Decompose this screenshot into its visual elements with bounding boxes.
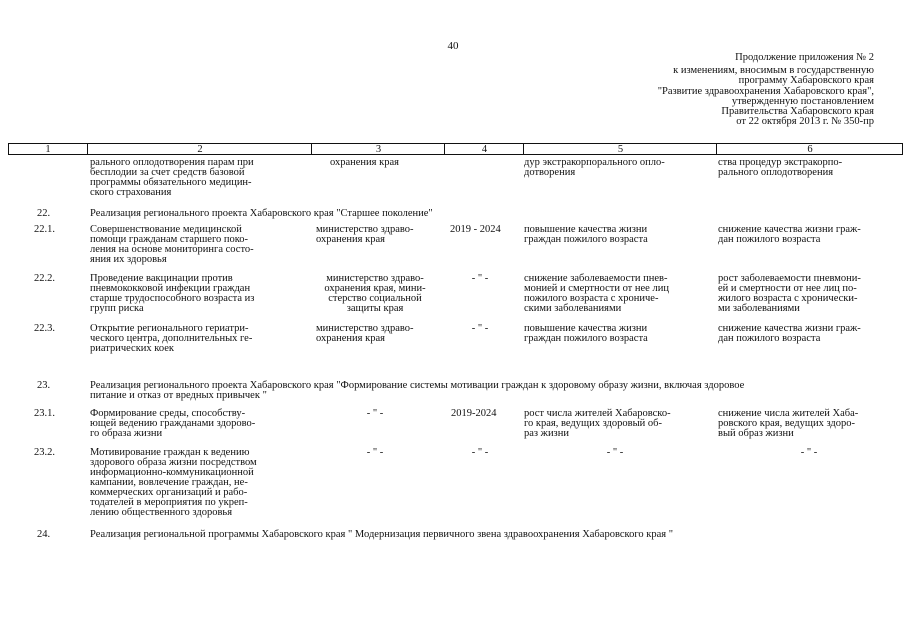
cell-period: 2019 - 2024 [450, 224, 501, 235]
column-number: 6 [716, 144, 903, 154]
column-number: 1 [45, 144, 51, 155]
row-number: 23.2. [34, 447, 55, 458]
row-number: 22.2. [34, 273, 55, 284]
cell-consequence: снижение числа жителей Хаба- ровского края, ведущих здоро- вый образ жизни [718, 408, 859, 439]
header-line: от 22 октября 2013 г. № 350-пр [736, 116, 874, 128]
section-number: 22. [37, 208, 51, 219]
header-line: к изменениям, вносимым в государственную [673, 65, 874, 77]
table-column-numbers [8, 143, 903, 155]
cell-period: - " - [471, 323, 489, 334]
cell-result: дур экстракорпорального опло- дотворения [524, 157, 665, 178]
column-number: 3 [311, 144, 445, 154]
cell-executor: - " - [366, 408, 384, 419]
row-number: 22.3. [34, 323, 55, 334]
cell-name: Формирование среды, способству- ющей ведению гражданами здорово- го образа жизни [90, 408, 256, 439]
cell-result: - " - [606, 447, 624, 458]
cell-consequence: снижение качества жизни граж- дан пожилого возраста [718, 323, 861, 344]
header-line: программу Хабаровского края [738, 75, 874, 87]
cell-name: Проведение вакцинации против пневмококковой инфекции граждан старше трудоспособного возраста из групп риска [90, 273, 255, 314]
cell-name: Мотивирование граждан к ведению здорового образа жизни посредством информационно-коммуникационной кампании, вовлечение граждан, не- коммерческих организаций и рабо- тодателей в мероприятия по укреп- лению общественного здоровья [90, 447, 257, 518]
cell-result: повышение качества жизни граждан пожилого возраста [524, 323, 648, 344]
row-number: 23.1. [34, 408, 55, 419]
cell-executor: министерство здраво- охранения края, мини- стерство социальной защиты края [324, 273, 426, 314]
cell-name: Открытие регионального гериатри- ческого центра, дополнительных ге- риатрических коек [90, 323, 253, 354]
header-line: Продолжение приложения № 2 [735, 52, 874, 63]
cell-name: Совершенствование медицинской помощи гражданам старшего поко- ления на основе мониторинга состо- яния их здоровья [90, 224, 254, 265]
cell-consequence: рост заболеваемости пневмони- ей и смертности от нее лиц по- жилого возраста с хронически- ми заболеваниями [718, 273, 861, 314]
cell-period: 2019-2024 [451, 408, 497, 419]
cell-consequence: - " - [800, 447, 818, 458]
cell-consequence: ства процедур экстракорпо- рального оплодотворения [718, 157, 843, 178]
cell-result: снижение заболеваемости пнев- монией и смертности от нее лиц пожилого возраста с хрониче- скими заболеваниями [524, 273, 669, 314]
cell-period: - " - [471, 447, 489, 458]
cell-executor: охранения края [330, 157, 399, 168]
page-number: 40 [447, 40, 459, 52]
column-number: 4 [444, 144, 524, 154]
header-line: "Развитие здравоохранения Хабаровского края", [657, 85, 874, 97]
cell-result: повышение качества жизни граждан пожилого возраста [524, 224, 648, 245]
column-number: 5 [523, 144, 717, 154]
appendix-header [544, 53, 874, 127]
cell-result: рост числа жителей Хабаровско- го края, ведущих здоровый об- раз жизни [524, 408, 671, 439]
section-title: Реализация региональной программы Хабаровского края " Модернизация первичного звена здравоохранения Хабаровского края " [90, 529, 673, 540]
cell-period: - " - [471, 273, 489, 284]
section-number: 23. [37, 380, 51, 391]
cell-name: рального оплодотворения парам при бесплодии за счет средств базовой программы обязательного медицин- ского страхования [90, 157, 254, 198]
cell-executor: министерство здраво- охранения края [316, 323, 414, 344]
column-number: 2 [87, 144, 312, 154]
cell-executor: - " - [366, 447, 384, 458]
header-line: Правительства Хабаровского края [721, 106, 874, 118]
cell-executor: министерство здраво- охранения края [316, 224, 414, 245]
section-number: 24. [37, 529, 51, 540]
section-title: Реализация регионального проекта Хабаровского края "Формирование системы мотивации граждан к здоровому образу жизни, включая здоровое питание и отказ от вредных привычек " [90, 380, 745, 401]
row-number: 22.1. [34, 224, 55, 235]
cell-consequence: снижение качества жизни граж- дан пожилого возраста [718, 224, 861, 245]
section-title: Реализация регионального проекта Хабаровского края "Старшее поколение" [90, 208, 433, 219]
header-line: утвержденную постановлением [731, 95, 874, 107]
